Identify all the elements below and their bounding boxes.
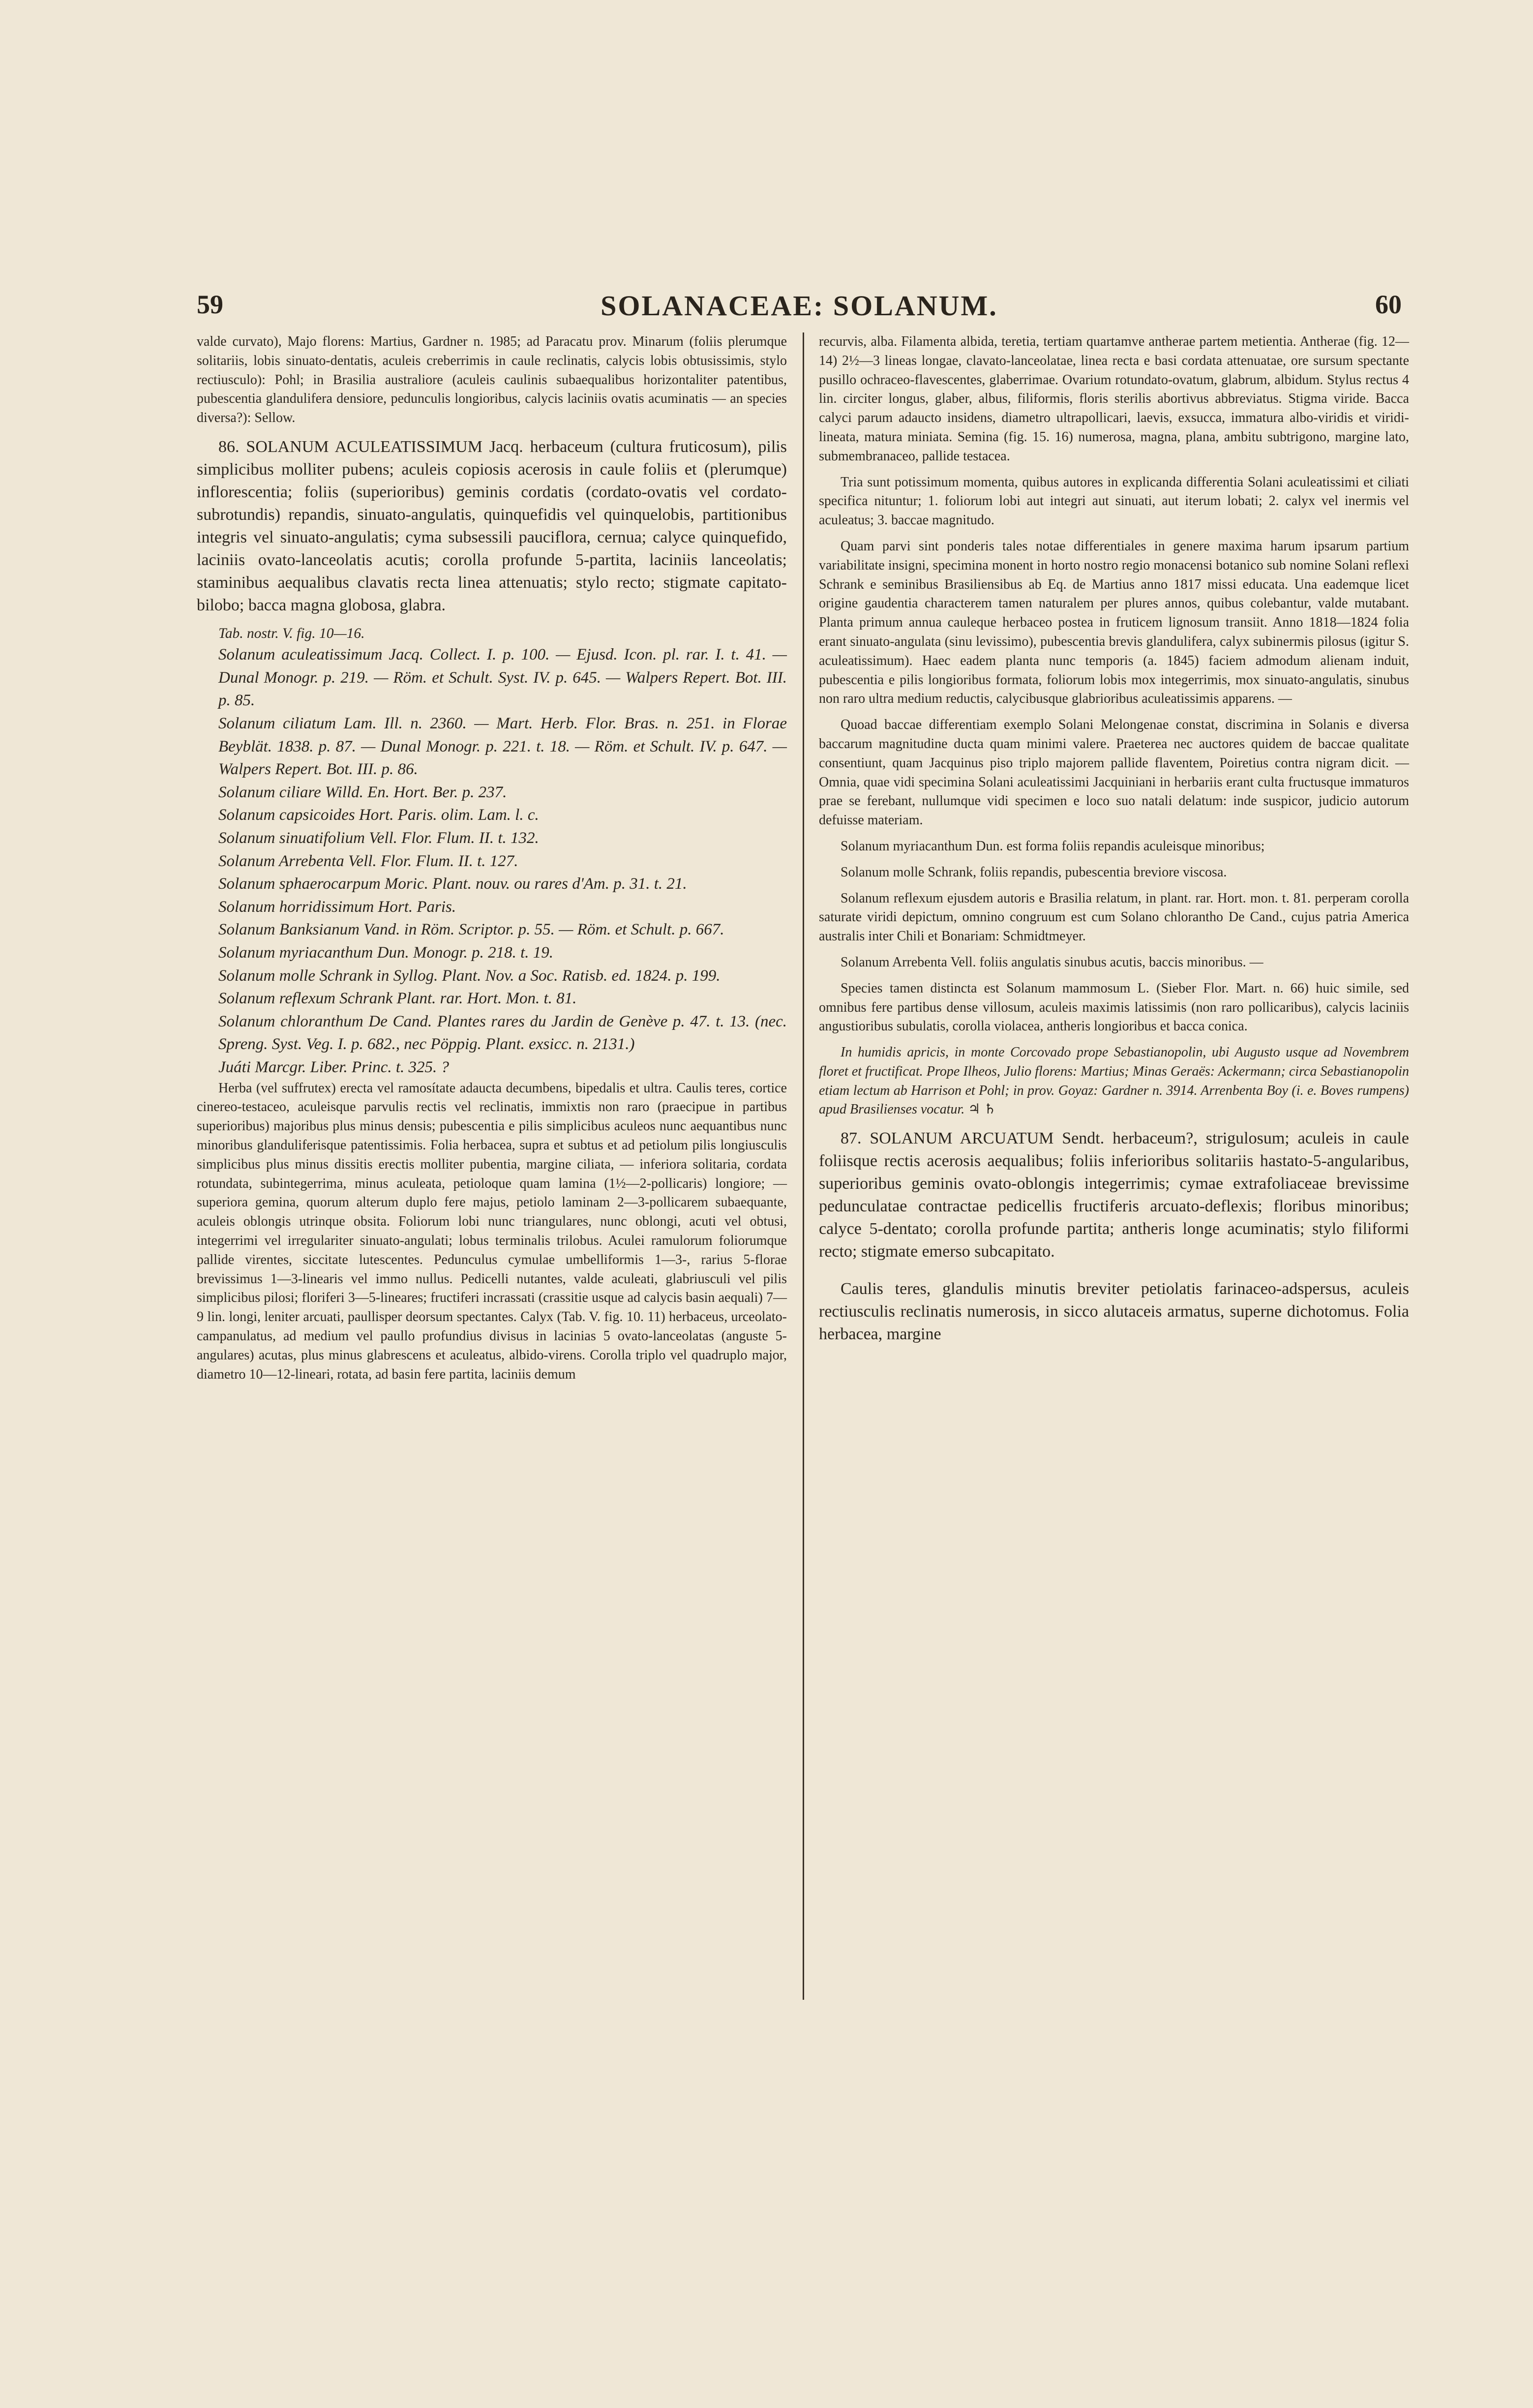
synonym-entry: Solanum sinuatifolium Vell. Flor. Flum. II. t. 132. [218, 829, 539, 847]
discussion-paragraph: Solanum myriacanthum Dun. est forma foliis repandis aculeisque minoribus; [841, 838, 1265, 854]
synonym-entry: Solanum myriacanthum Dun. Monogr. p. 218. t. 19. [218, 944, 554, 962]
synonymy-list [197, 643, 787, 1079]
discussion-paragraph: Solanum reflexum ejusdem autoris e Brasilia relatum, in plant. rar. Hort. mon. t. 81. perperam corolla saturate viridi depictum, omnino congruum est cum Solano chlorantho De Cand., cujus patria America australis inter Chili et Bonariam: Schmidtmeyer. [819, 890, 1409, 944]
synonym-entry: Juáti Marcgr. Liber. Princ. t. 325. ? [218, 1058, 450, 1076]
discussion-paragraph: Solanum molle Schrank, foliis repandis, pubescentia breviore viscosa. [841, 864, 1227, 880]
synonym-entry: Solanum molle Schrank in Syllog. Plant. Nov. a Soc. Ratisb. ed. 1824. p. 199. [218, 966, 721, 985]
discussion-paragraph: Quam parvi sint ponderis tales notae differentiales in genere maxima harum ipsarum partium variabilitate insigni, specimina monent in horto nostro regio monacensi botanico sub nomine Solani reflexi Schrank e seminibus Brasiliensibus ab Eq. de Martius anno 1817 missi educata. Una eademque licet origine gaudentia characterem tamen naturalem per plures annos, quibus colebantur, valde mutabant. Planta primum annua cauleque herbaceo postea in fruticem lignosum transiit. Anno 1818—1824 folia erant sinuato-angulata (sinu levissimo), pubescentia brevis glandulifera, calyx subinermis pilosus (igitur S. aculeatissimum). Haec eadem planta nunc temporis (a. 1845) faciem admodum alienam induit, pubescentia e pilis longioribus formata, foliorum lobis mox integerrimis, mox sinuato-angulatis, sinubus non raro ultra medium reductis, calycibusque glabrioribus aculeatissimis apparens. — [819, 538, 1409, 707]
discussion-paragraph: Quoad baccae differentiam exemplo Solani Melongenae constat, discrimina in Solanis e diversa baccarum magnitudine ducta quam minimi valere. Praeterea nec auctores quidem de baccae qualitate consentiunt, quam Jacquinus piso triplo majorem pallide flaventem, Poiretius contra nigram dicit. — Omnia, quae vidi specimina Solani aculeatissimi Jacquiniani in herbariis erant culta fructusque immaturos prae se ferebant, nullumque vidi specimen e loco suo natali delatum: inde suspicor, judicio autorum defuisse materiam. [819, 717, 1409, 828]
species-86-description: Herba (vel suffrutex) erecta vel ramosítate adaucta decumbens, bipedalis et ultra. Caulis teres, cortice cinereo-testaceo, aculeisque parvulis rectis vel reclinatis, immixtis non raro (praecipue in partibus superioribus) majoribus plus minus densis; pubescentia e pilis simplicibus aculeos nunc aequantibus nunc minoribus glanduliferisque patentissimis. Folia herbacea, supra et subtus et ad petiolum pilis longiusculis simplicibus plus minus dissitis erectis molliter pubentia, margine ciliata, — inferiora solitaria, cordata rotundata, subintegerrima, minus aculeata, petioloque quam lamina (1½—2-pollicaris) longiore; — superiora gemina, quorum alterum duplo fere majus, petiolo laminam 2—3-pollicarem subaequante, aculeis oblongis utrinque obsita. Foliorum lobi nunc triangulares, nunc oblongi, acuti vel obtusi, integerrimi vel irregulariter sinuato-angulati; lobus terminalis trilobus. Aculei ramulorum foliorumque pallide virentes, siccitate lutescentes. Pedunculus cymulae umbelliformis 1—3-, rarius 5-florae brevissimus 1—3-linearis vel immo nullus. Pedicelli nutantes, valde aculeati, glabriusculi vel pilis simplicibus pilosi; floriferi 3—5-lineares; fructiferi incrassati (crassitie usque ad calycis basin aequali) 7—9 lin. longi, leniter arcuati, paullisper deorsum spectantes. Calyx (Tab. V. fig. 10. 11) herbaceus, urceolato-campanulatus, ad medium vel paullo profundius divisus in lacinias 5 ovato-lanceolatas (anguste 5-angulares) acutas, plus minus glabrescens et aculeatus, albido-virens. Corolla triplo vel quadruplo major, diametro 10—12-lineari, rotata, ad basin fere partita, laciniis demum [197, 1080, 787, 1382]
page-title: SOLANACEAE: SOLANUM. [601, 290, 998, 322]
synonym-entry: Solanum ciliare Willd. En. Hort. Ber. p. 237. [218, 783, 507, 801]
discussion-paragraph: Solanum Arrebenta Vell. foliis angulatis sinubus acutis, baccis minoribus. — [841, 954, 1263, 970]
column-divider [803, 332, 804, 2000]
running-header [197, 289, 1402, 329]
synonym-entry: Solanum Banksianum Vand. in Röm. Scriptor. p. 55. — Röm. et Schult. p. 667. [218, 921, 724, 939]
synonym-entry: Solanum aculeatissimum Jacq. Collect. I. p. 100. — Ejusd. Icon. pl. rar. I. t. 41. — Dunal Monogr. p. 219. — Röm. et Schult. Syst. IV. p. 645. — Walpers Repert. Bot. III. p. 85. [218, 646, 787, 710]
species-87-diagnosis: 87. SOLANUM ARCUATUM Sendt. herbaceum?, strigulosum; aculeis in caule foliisque rectis acerosis aequalibus; foliis inferioribus solitariis hastato-5-angularibus, superioribus geminis ovato-oblongis integerrimis; cymae extrafoliaceae brevissime pedunculatae contractae pedicellis fructiferis arcuato-deflexis; floribus minoribus; calyce 5-dentato; corolla profunde partita; antheris longe acuminatis; stylo filiformi recto; stigmate emerso subcapitato. [819, 1129, 1409, 1261]
discussion-paragraph: Tria sunt potissimum momenta, quibus autores in explicanda differentia Solani aculeatissimi et ciliati specifica nituntur; 1. foliorum lobi aut integri aut sinuati, aut iterum lobati; 2. calyx vel inermis vel aculeatus; 3. baccae magnitudo. [819, 474, 1409, 528]
species-86-diagnosis: 86. SOLANUM ACULEATISSIMUM Jacq. herbaceum (cultura fruticosum), pilis simplicibus molliter pubens; aculeis copiosis acerosis in caule foliis et (plerumque) inflorescentia; foliis (superioribus) geminis cordatis (cordato-ovatis vel cordato-subrotundis) repandis, sinuato-angulatis, quinquefidis vel quinquelobis, partitionibus integris vel sinuato-angulatis; cyma subsessili pauciflora, cernua; calyce quinquefido, laciniis ovato-lanceolatis acutis; corolla profunde 5-partita, laciniis lanceolatis; staminibus aequalibus clavatis recta linea attenuatis; stylo recto; stigmate capitato-bilobo; bacca magna globosa, glabra. [197, 437, 787, 614]
species-87-description: Caulis teres, glandulis minutis breviter petiolatis farinaceo-adspersus, aculeis rectiusculis reclinatis numerosis, in sicco alutaceis armatus, superne dichotomus. Folia herbacea, margine [819, 1280, 1409, 1344]
right-column [819, 332, 1409, 1346]
page-number-right: 60 [1375, 290, 1402, 319]
synonym-entry: Solanum capsicoides Hort. Paris. olim. Lam. l. c. [218, 806, 539, 824]
synonym-entry: Solanum ciliatum Lam. Ill. n. 2360. — Mart. Herb. Flor. Bras. n. 251. in Florae Beyblät. 1838. p. 87. — Dunal Monogr. p. 221. t. 18. — Röm. et Schult. IV. p. 647. — Walpers Repert. Bot. III. p. 86. [218, 715, 787, 779]
synonym-entry: Solanum horridissimum Hort. Paris. [218, 898, 456, 916]
left-intro-paragraph: valde curvato), Majo florens: Martius, Gardner n. 1985; ad Paracatu prov. Minarum (foliis plerumque solitariis, lobis sinuato-dentatis, aculeis creberrimis in caule reclinatis, calycis lobis obtusissimis, stylo rectiusculo): Pohl; in Brasilia australiore (aculeis caulinis subaequalibus horizontaliter patentibus, pubescentia glandulifera densiore, pedunculis longioribus, calycis laciniis ovatis acuminatis — an species diversa?): Sellow. [197, 334, 787, 426]
synonym-entry: Solanum reflexum Schrank Plant. rar. Hort. Mon. t. 81. [218, 990, 577, 1008]
habitat-paragraph: In humidis apricis, in monte Corcovado prope Sebastianopolin, ubi Augusto usque ad Novembrem floret et fructificat. Prope Ilheos, Julio florens: Martius; Minas Geraës: Ackermann; circa Sebastianopolin etiam lectum ab Harrison et Pohl; in prov. Goyaz: Gardner n. 3914. Arrenbenta Boy (i. e. Boves rumpens) apud Brasilienses vocatur. ♃ ♄ [819, 1045, 1409, 1117]
left-column [197, 332, 787, 1384]
plate-reference: Tab. nostr. V. fig. 10—16. [218, 625, 365, 641]
synonym-entry: Solanum sphaerocarpum Moric. Plant. nouv. ou rares d'Am. p. 31. t. 21. [218, 875, 687, 893]
description-continuation: recurvis, alba. Filamenta albida, teretia, tertiam quartamve antherae partem metientia. Antherae (fig. 12—14) 2½—3 lineas longae, clavato-lanceolatae, linea recta e basi cordata attenuatae, ore sursum spectante pusillo ochraceo-flavescentes, glaberrimae. Ovarium rotundato-ovatum, glabrum, albidum. Stylus rectus 4 lin. circiter longus, glaber, albus, filiformis, floris sterilis abortivus abbreviatus. Stigma viride. Bacca calyci parum adaucto insidens, diametro ultrapollicari, laevis, exsucca, immatura albo-viridis et viridi-lineata, matura miniata. Semina (fig. 15. 16) numerosa, magna, plana, ambitu subtrigono, margine lato, submembranaceo, pallide testacea. [819, 334, 1409, 464]
page-number-left: 59 [197, 290, 223, 319]
synonym-entry: Solanum chloranthum De Cand. Plantes rares du Jardin de Genève p. 47. t. 13. (nec. Spreng. Syst. Veg. I. p. 682., nec Pöppig. Plant. exsicc. n. 2131.) [218, 1012, 787, 1054]
synonym-entry: Solanum Arrebenta Vell. Flor. Flum. II. t. 127. [218, 852, 518, 870]
discussion-paragraph: Species tamen distincta est Solanum mammosum L. (Sieber Flor. Mart. n. 66) huic simile, sed omnibus fere partibus dense villosum, aculeis maximis latissimis (non raro pollicaribus), calycis laciniis angustioribus subulatis, corolla violacea, antheris longioribus et bacca conica. [819, 980, 1409, 1034]
